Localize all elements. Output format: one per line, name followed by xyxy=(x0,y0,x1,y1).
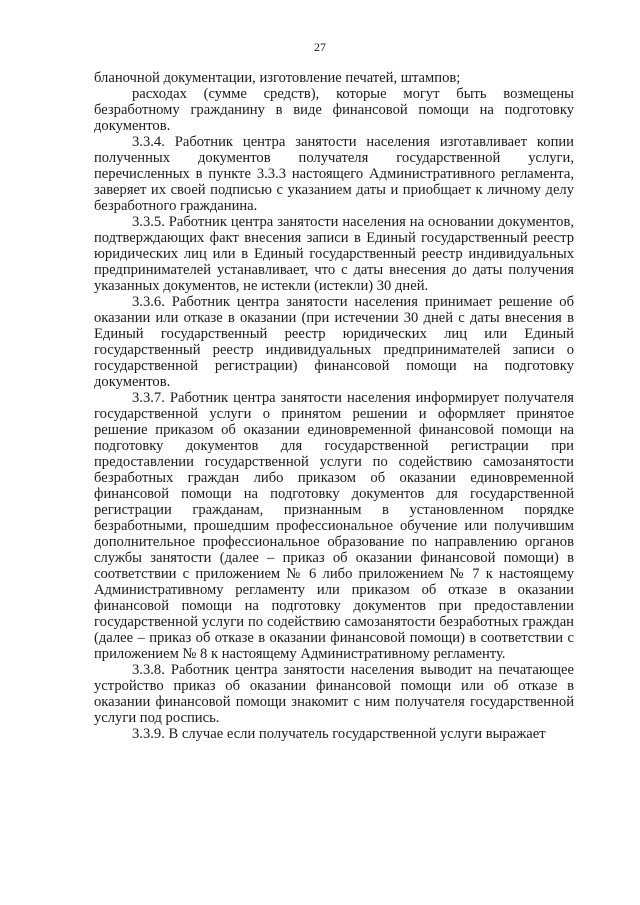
document-body xyxy=(94,70,574,742)
paragraph-3-3-8: 3.3.8. Работник центра занятости населения выводит на печатающее устройство приказ об оказании финансовой помощи или об отказе в оказании финансовой помощи знакомит с ним получателя государственной услуги под роспись. xyxy=(94,662,574,726)
paragraph-3-3-6: 3.3.6. Работник центра занятости населения принимает решение об оказании или отказе в оказании (при истечении 30 дней с даты внесения в Единый государственный реестр юридических лиц или Единый государственный реестр индивидуальных предпринимателей записи о государственной регистрации) финансовой помощи на подготовку документов. xyxy=(94,294,574,390)
paragraph-expenses: расходах (сумме средств), которые могут быть возмещены безработному гражданину в виде финансовой помощи на подготовку документов. xyxy=(94,86,574,134)
paragraph-3-3-5: 3.3.5. Работник центра занятости населения на основании документов, подтверждающих факт внесения записи в Единый государственный реестр юридических лиц или в Единый государственный реестр индивидуальных предпринимателей устанавливает, что с даты внесения до даты получения указанных документов, не истекли (истекли) 30 дней. xyxy=(94,214,574,294)
paragraph-3-3-9: 3.3.9. В случае если получатель государственной услуги выражает xyxy=(132,726,546,742)
paragraph-3-3-4: 3.3.4. Работник центра занятости населения изготавливает копии полученных документов получателя государственной услуги, перечисленных в пункте 3.3.3 настоящего Административного регламента, заверяет их своей подписью с указанием даты и приобщает к личному делу безработного гражданина. xyxy=(94,134,574,214)
paragraph-3-3-7: 3.3.7. Работник центра занятости населения информирует получателя государственной услуги о принятом решении и оформляет принятое решение приказом об оказании единовременной финансовой помощи на подготовку документов для государственной регистрации при предоставлении государственной услуги по содействию самозанятости безработных граждан либо приказом об оказании единовременной финансовой помощи на подготовку документов для государственной регистрации гражданам, признанным в установленном порядке безработными, прошедшим профессиональное обучение или получившим дополнительное профессиональное образование по направлению органов службы занятости (далее – приказ об оказании финансовой помощи) в соответствии с приложением № 6 либо приложением № 7 к настоящему Административному регламенту или приказом об отказе в оказании финансовой помощи на подготовку документов при предоставлении государственной услуги по содействию самозанятости безработных граждан (далее – приказ об отказе в оказании финансовой помощи) в соответствии с приложением № 8 к настоящему Административному регламенту. xyxy=(94,390,574,662)
paragraph-continuation: бланочной документации, изготовление печатей, штампов; xyxy=(94,70,461,86)
page-number: 27 xyxy=(314,40,326,54)
